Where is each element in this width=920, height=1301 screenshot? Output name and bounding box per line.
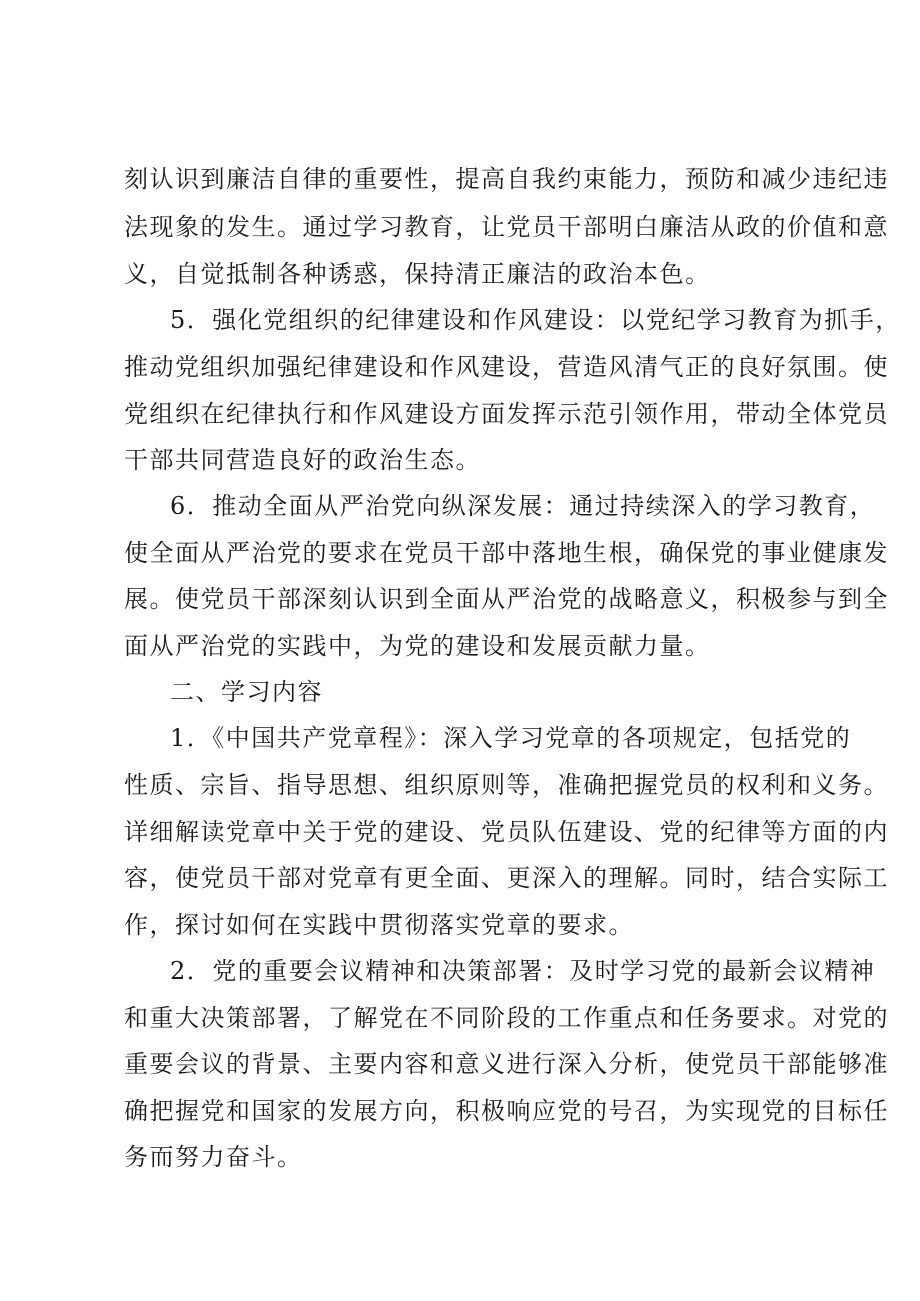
- content-item-1-line: 性质、宗旨、指导思想、组织原则等，准确把握党员的权利和义务。: [124, 771, 889, 799]
- section-heading: 二、学习内容: [170, 678, 323, 706]
- content-item-2-line: 重要会议的背景、主要内容和意义进行深入分析，使党员干部能够准: [124, 1050, 889, 1078]
- content-item-2-line: 务而努力奋斗。: [124, 1143, 303, 1171]
- content-item-2-line: 确把握党和国家的发展方向，积极响应党的号召，为实现党的目标任: [124, 1097, 889, 1125]
- content-item-2-line: 2．党的重要会议精神和决策部署：及时学习党的最新会议精神: [170, 957, 876, 985]
- content-item-1-line: 1．《中国共产党章程》：深入学习党章的各项规定，包括党的: [170, 724, 852, 752]
- paragraph-line: 刻认识到廉洁自律的重要性，提高自我约束能力，预防和减少违纪违: [124, 165, 889, 193]
- list-item-6-line: 6．推动全面从严治党向纵深发展：通过持续深入的学习教育，: [170, 492, 876, 520]
- paragraph-line: 法现象的发生。通过学习教育，让党员干部明白廉洁从政的价值和意: [124, 213, 889, 241]
- list-item-5-line: 党组织在纪律执行和作风建设方面发挥示范引领作用，带动全体党员: [124, 400, 889, 428]
- content-item-1-line: 详细解读党章中关于党的建设、党员队伍建设、党的纪律等方面的内: [124, 818, 889, 846]
- list-item-6-line: 使全面从严治党的要求在党员干部中落地生根，确保党的事业健康发: [124, 539, 889, 567]
- list-item-5-line: 推动党组织加强纪律建设和作风建设，营造风清气正的良好氛围。使: [124, 353, 889, 381]
- content-item-2-line: 和重大决策部署，了解党在不同阶段的工作重点和任务要求。对党的: [124, 1004, 889, 1032]
- list-item-5-line: 干部共同营造良好的政治生态。: [124, 446, 481, 474]
- list-item-5-line: 5．强化党组织的纪律建设和作风建设：以党纪学习教育为抓手，: [170, 306, 901, 334]
- paragraph-line: 义，自觉抵制各种诱惑，保持清正廉洁的政治本色。: [124, 260, 711, 288]
- list-item-6-line: 面从严治党的实践中，为党的建设和发展贡献力量。: [124, 632, 711, 660]
- content-item-1-line: 容，使党员干部对党章有更全面、更深入的理解。同时，结合实际工: [124, 864, 889, 892]
- list-item-6-line: 展。使党员干部深刻认识到全面从严治党的战略意义，积极参与到全: [124, 585, 889, 613]
- content-item-1-line: 作，探讨如何在实践中贯彻落实党章的要求。: [124, 911, 634, 939]
